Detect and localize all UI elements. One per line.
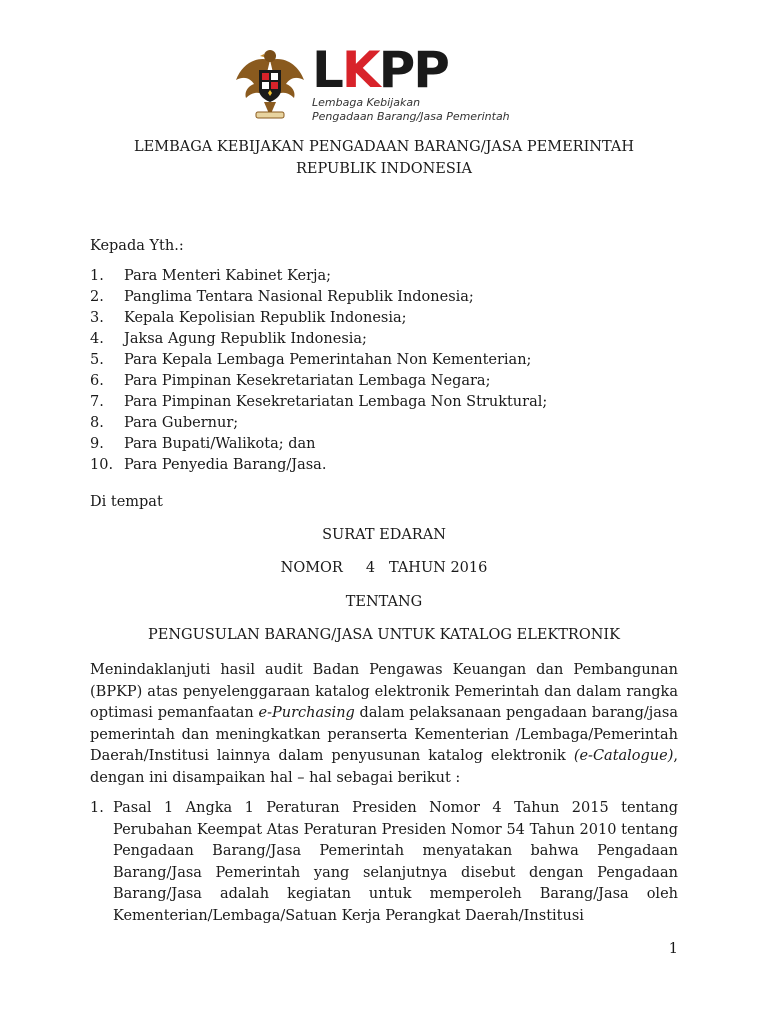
intro-text-part3: , dengan ini disampaikan hal – hal sebagai berikut : — [90, 748, 678, 786]
list-item — [90, 287, 547, 308]
letter-type: SURAT EDARAN — [322, 527, 446, 543]
list-item-number: 9. — [90, 436, 104, 452]
letter-subject: PENGUSULAN BARANG/JASA UNTUK KATALOG ELEKTRONIK — [148, 627, 620, 643]
list-item-number: 8. — [90, 415, 104, 431]
logo-subtitle-line1: Lembaga Kebijakan — [312, 96, 421, 109]
logo-subtitle — [312, 96, 510, 124]
logo-subtitle-line2: Pengadaan Barang/Jasa Pemerintah — [312, 110, 510, 123]
intro-italic-epurchasing: e-Purchasing — [258, 705, 355, 722]
institution-title-line2: REPUBLIK INDONESIA — [295, 161, 472, 177]
list-item-text: Para Pimpinan Kesekretariatan Lembaga Negara; — [124, 373, 491, 389]
point-text: Pasal 1 Angka 1 Peraturan Presiden Nomor 4 Tahun 2015 tentang Perubahan Keempat Atas Peraturan Presiden Nomor 54 Tahun 2010 tentang Pengadaan Barang/Jasa Pemerintah menyatakan bahwa Pengadaan Barang/Jasa Pemerintah yang selanjutnya disebut dengan Pengadaan Barang/Jasa adalah kegiatan untuk memperoleh Barang/Jasa oleh Kementerian/Lembaga/Satuan Kerja Perangkat Daerah/Institusi — [113, 800, 678, 924]
list-item-text: Para Penyedia Barang/Jasa. — [124, 457, 327, 473]
list-item — [90, 434, 547, 455]
logo-letter-k: K — [341, 41, 379, 99]
recipient-list — [90, 266, 547, 476]
letter-number: NOMOR 4 TAHUN 2016 — [280, 560, 488, 576]
institution-title-line1: LEMBAGA KEBIJAKAN PENGADAAN BARANG/JASA PEMERINTAH — [134, 139, 634, 155]
list-item-text: Para Kepala Lembaga Pemerintahan Non Kementerian; — [124, 352, 532, 368]
list-item-number: 6. — [90, 373, 104, 389]
intro-text-part2: dalam pelaksanaan pengadaan barang/jasa pemerintah dan meningkatkan peranserta Kementerian /Lembaga/Pemerintah Daerah/Institusi lainnya dalam penyusunan katalog elektronik — [90, 705, 678, 765]
letter-about: TENTANG — [345, 594, 423, 610]
list-item-text: Panglima Tentara Nasional Republik Indonesia; — [124, 289, 474, 305]
intro-text-part1: Menindaklanjuti hasil audit Badan Pengawas Keuangan dan Pembangunan (BPKP) atas penyelenggaraan katalog elektronik Pemerintah dan dalam rangka optimasi pemanfaatan — [90, 662, 678, 722]
logo-letter-l: L — [312, 41, 342, 99]
list-item-number: 7. — [90, 394, 104, 410]
list-item — [90, 266, 547, 287]
location-line: Di tempat — [90, 494, 163, 510]
letterhead — [234, 42, 534, 124]
list-item — [90, 308, 547, 329]
list-item — [90, 329, 547, 350]
list-item-text: Para Pimpinan Kesekretariatan Lembaga Non Struktural; — [124, 394, 548, 410]
list-item — [90, 371, 547, 392]
list-item-number: 2. — [90, 289, 104, 305]
list-item-number: 4. — [90, 331, 104, 347]
list-item — [90, 392, 547, 413]
list-item-number: 5. — [90, 352, 104, 368]
list-item-text: Jaksa Agung Republik Indonesia; — [124, 331, 367, 347]
garuda-emblem-icon — [234, 46, 306, 122]
lkpp-logo — [312, 42, 448, 98]
intro-italic-ecatalogue: (e-Catalogue) — [573, 748, 674, 765]
point-number: 1. — [90, 800, 104, 816]
list-item-text: Para Gubernur; — [124, 415, 239, 431]
page-number: 1 — [668, 941, 678, 957]
list-item — [90, 455, 547, 476]
list-item-number: 1. — [90, 268, 104, 284]
intro-paragraph — [90, 660, 678, 790]
logo-letters-pp: PP — [378, 41, 448, 99]
list-item-number: 3. — [90, 310, 104, 326]
list-item-text: Para Bupati/Walikota; dan — [124, 436, 316, 452]
list-item-text: Kepala Kepolisian Republik Indonesia; — [124, 310, 407, 326]
list-item-text: Para Menteri Kabinet Kerja; — [124, 268, 332, 284]
list-item — [90, 350, 547, 371]
salutation: Kepada Yth.: — [90, 238, 184, 254]
numbered-point — [90, 798, 678, 928]
list-item-number: 10. — [90, 457, 114, 473]
list-item — [90, 413, 547, 434]
